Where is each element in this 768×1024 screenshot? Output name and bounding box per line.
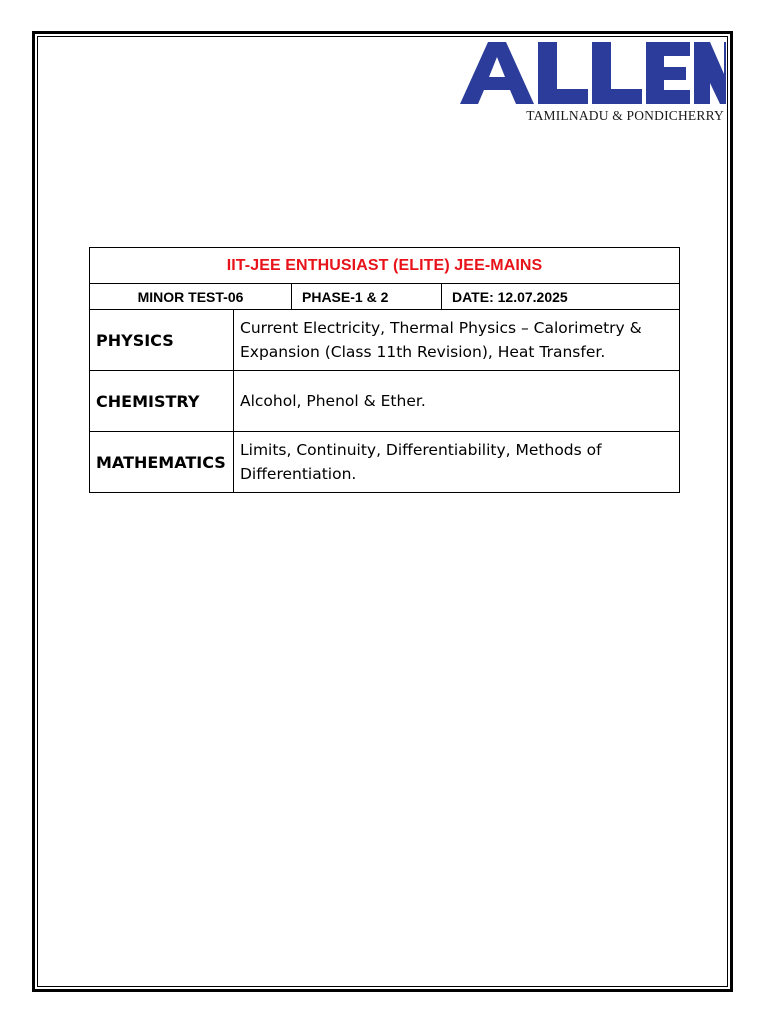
subject-row-chemistry [90,371,680,432]
page-border [32,31,733,992]
allen-logo [458,38,726,128]
test-phase: PHASE-1 & 2 [292,284,442,310]
subject-name: MATHEMATICS [90,432,234,493]
allen-logo-mark [458,38,726,110]
syllabus-table [89,247,680,493]
subject-topics: Alcohol, Phenol & Ether. [234,371,680,432]
subject-row-mathematics [90,432,680,493]
info-row [90,284,680,310]
test-date: DATE: 12.07.2025 [442,284,680,310]
subject-topics: Current Electricity, Thermal Physics – Calorimetry & Expansion (Class 11th Revision), Heat Transfer. [234,310,680,371]
test-name: MINOR TEST-06 [90,284,292,310]
subject-row-physics [90,310,680,371]
subject-name: PHYSICS [90,310,234,371]
title-row [90,248,680,284]
subject-topics: Limits, Continuity, Differentiability, Methods of Differentiation. [234,432,680,493]
subject-name: CHEMISTRY [90,371,234,432]
test-title: IIT-JEE ENTHUSIAST (ELITE) JEE-MAINS [90,248,680,284]
logo-region-text: TAMILNADU & PONDICHERRY [526,108,724,123]
